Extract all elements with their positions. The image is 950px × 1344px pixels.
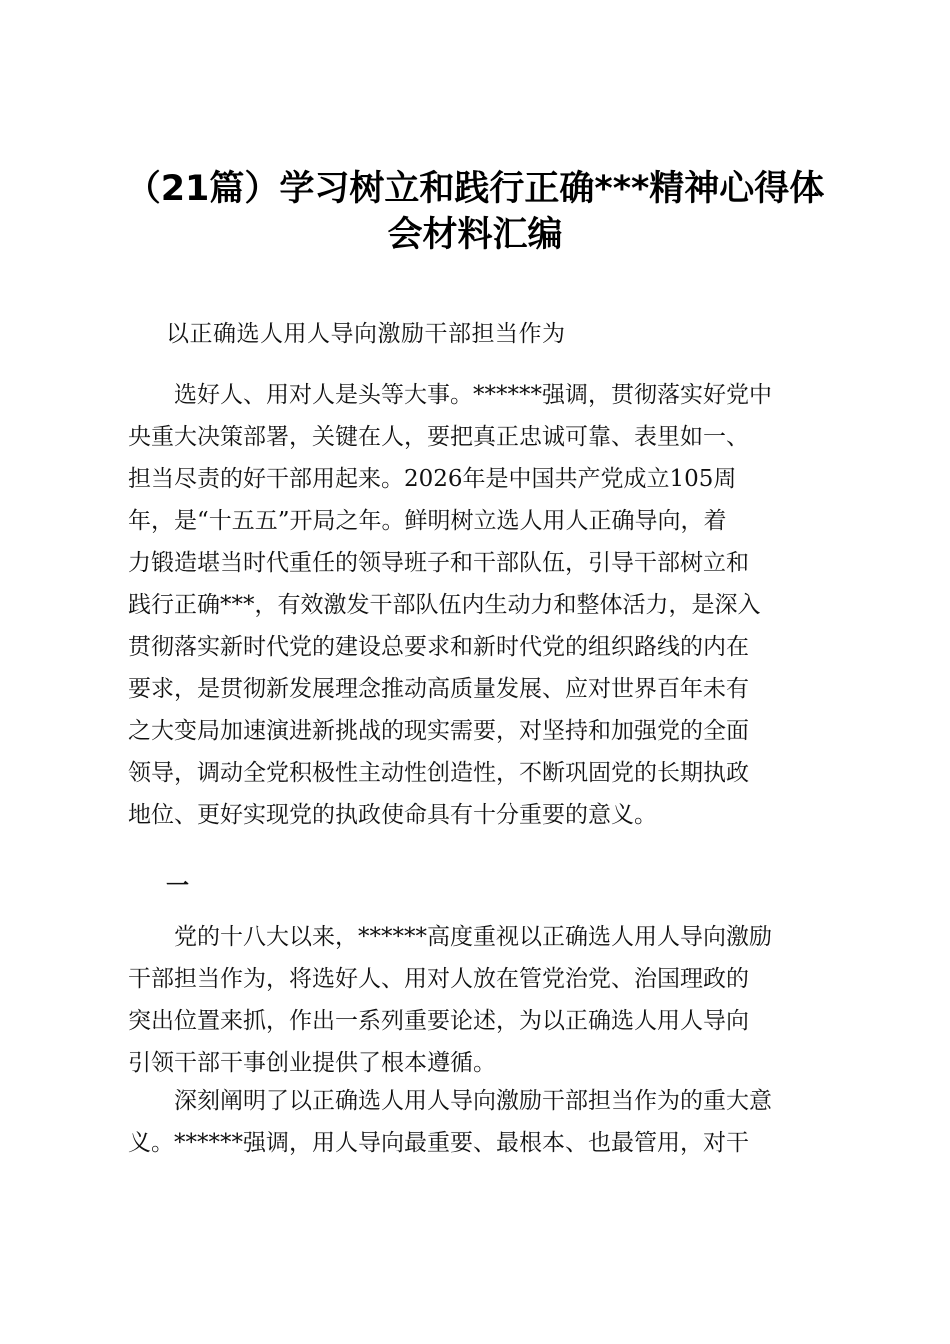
text-line: 义。******强调，用人导向最重要、最根本、也最管用，对干 <box>128 1130 749 1156</box>
paragraph-2 <box>128 916 828 1084</box>
text-line: 领导，调动全党积极性主动性创造性，不断巩固党的长期执政 <box>128 760 749 786</box>
title-line-1: （21篇）学习树立和践行正确***精神心得体 <box>125 169 825 209</box>
text-line: 担当尽责的好干部用起来。2026年是中国共产党成立105周 <box>128 466 737 492</box>
text-line: 之大变局加速演进新挑战的现实需要，对坚持和加强党的全面 <box>128 718 749 744</box>
text-line: 地位、更好实现党的执政使命具有十分重要的意义。 <box>128 802 657 828</box>
text-line: 选好人、用对人是头等大事。******强调，贯彻落实好党中 <box>128 382 772 408</box>
text-line: 党的十八大以来，******高度重视以正确选人用人导向激励 <box>128 924 772 950</box>
paragraph-1 <box>128 374 828 836</box>
document-subtitle: 以正确选人用人导向激励干部担当作为 <box>166 321 566 347</box>
text-line: 央重大决策部署，关键在人，要把真正忠诚可靠、表里如一、 <box>128 424 749 450</box>
text-line: 突出位置来抓，作出一系列重要论述，为以正确选人用人导向 <box>128 1008 749 1034</box>
text-line: 引领干部干事创业提供了根本遵循。 <box>128 1050 496 1076</box>
section-heading: 一 <box>166 873 189 899</box>
text-line: 深刻阐明了以正确选人用人导向激励干部担当作为的重大意 <box>128 1088 772 1114</box>
title-line-2: 会材料汇编 <box>387 215 563 255</box>
text-line: 践行正确***，有效激发干部队伍内生动力和整体活力，是深入 <box>128 592 761 618</box>
text-line: 干部担当作为，将选好人、用对人放在管党治党、治国理政的 <box>128 966 749 992</box>
paragraph-3 <box>128 1080 828 1164</box>
text-line: 力锻造堪当时代重任的领导班子和干部队伍，引导干部树立和 <box>128 550 749 576</box>
text-line: 要求，是贯彻新发展理念推动高质量发展、应对世界百年未有 <box>128 676 749 702</box>
text-line: 年，是“十五五”开局之年。鲜明树立选人用人正确导向，着 <box>128 508 727 534</box>
document-title <box>100 166 850 258</box>
text-line: 贯彻落实新时代党的建设总要求和新时代党的组织路线的内在 <box>128 634 749 660</box>
